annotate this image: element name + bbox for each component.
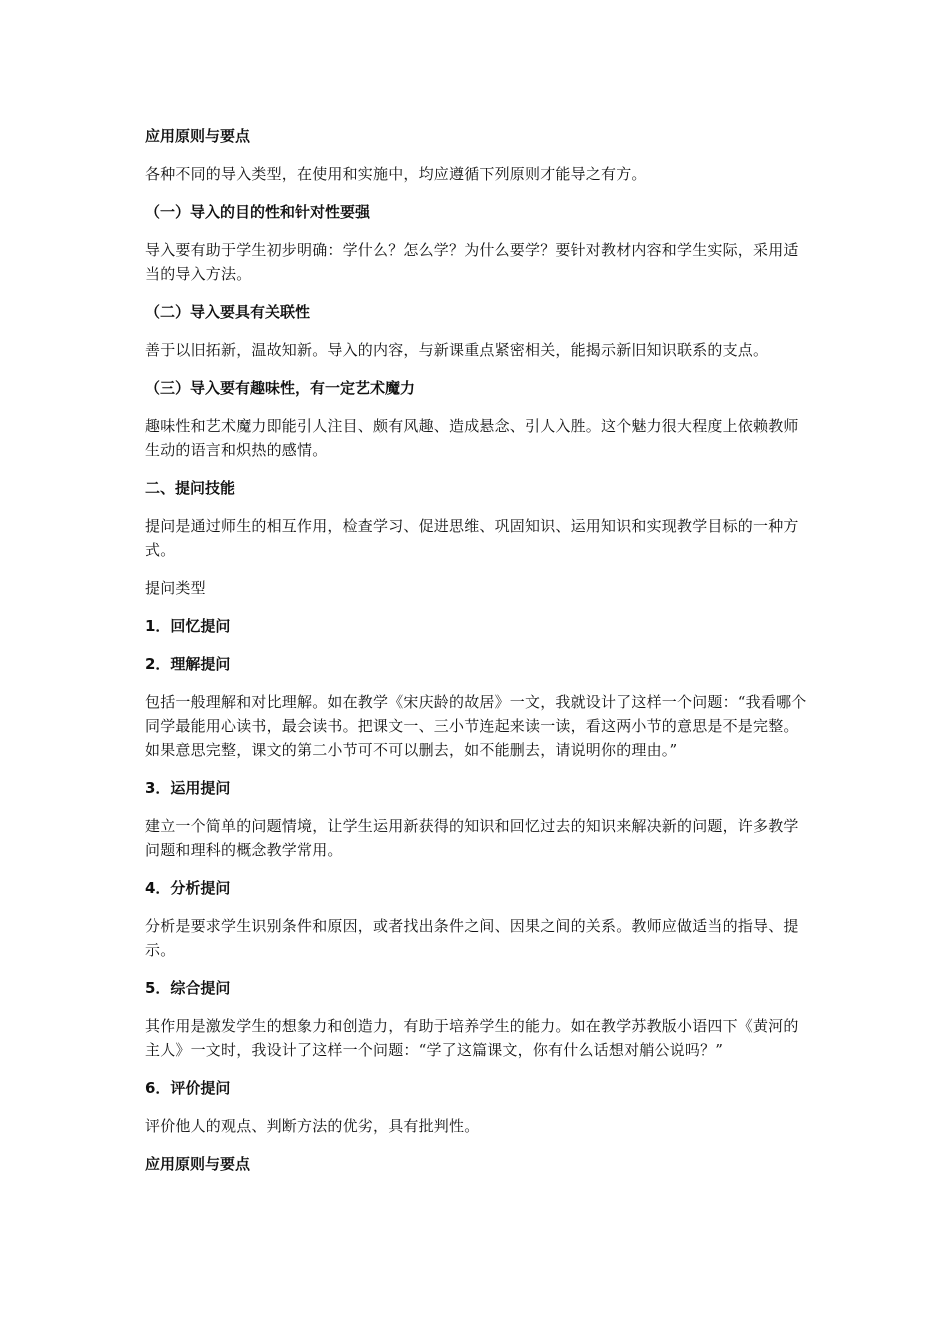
paragraph: 包括一般理解和对比理解。如在教学《宋庆龄的故居》一文，我就设计了这样一个问题：“我看哪个同学最能用心读书，最会读书。把课文一、三小节连起来读一读，看这两小节的意思是不是完整。如果意思完整，课文的第二小节可不可以删去，如不能删去，请说明你的理由。”	[145, 693, 807, 759]
list-heading: 6．评价提问	[145, 1079, 231, 1097]
paragraph: 趣味性和艺术魔力即能引人注目、颇有风趣、造成悬念、引人入胜。这个魅力很大程度上依赖教师生动的语言和炽热的感情。	[145, 417, 799, 459]
paragraph: 各种不同的导入类型，在使用和实施中，均应遵循下列原则才能导之有方。	[145, 165, 647, 183]
section-heading: 二、提问技能	[145, 479, 236, 497]
section-heading: 应用原则与要点	[145, 1155, 251, 1173]
paragraph: 分析是要求学生识别条件和原因，或者找出条件之间、因果之间的关系。教师应做适当的指导、提示。	[145, 917, 799, 959]
list-heading: 5．综合提问	[145, 979, 231, 997]
subsection-heading: （三）导入要有趣味性，有一定艺术魔力	[145, 379, 416, 397]
subsection-heading: （二）导入要具有关联性	[145, 303, 311, 321]
paragraph: 建立一个简单的问题情境，让学生运用新获得的知识和回忆过去的知识来解决新的问题，许多教学问题和理科的概念教学常用。	[145, 817, 799, 859]
paragraph: 其作用是激发学生的想象力和创造力，有助于培养学生的能力。如在教学苏教版小语四下《黄河的主人》一文时，我设计了这样一个问题：“学了这篇课文，你有什么话想对艄公说吗？”	[145, 1017, 799, 1059]
section-heading: 应用原则与要点	[145, 127, 251, 145]
paragraph: 导入要有助于学生初步明确：学什么？怎么学？为什么要学？要针对教材内容和学生实际，采用适当的导入方法。	[145, 241, 799, 283]
paragraph: 善于以旧拓新，温故知新。导入的内容，与新课重点紧密相关，能揭示新旧知识联系的支点。	[145, 341, 769, 359]
paragraph: 评价他人的观点、判断方法的优劣，具有批判性。	[145, 1117, 480, 1135]
paragraph: 提问是通过师生的相互作用，检查学习、促进思维、巩固知识、运用知识和实现教学目标的一种方式。	[145, 517, 799, 559]
list-heading: 1．回忆提问	[145, 617, 231, 635]
subsection-heading: （一）导入的目的性和针对性要强	[145, 203, 371, 221]
list-heading: 3．运用提问	[145, 779, 231, 797]
list-heading: 4．分析提问	[145, 879, 231, 897]
list-heading: 2．理解提问	[145, 655, 231, 673]
paragraph: 提问类型	[145, 579, 206, 597]
document-body	[145, 124, 810, 1176]
